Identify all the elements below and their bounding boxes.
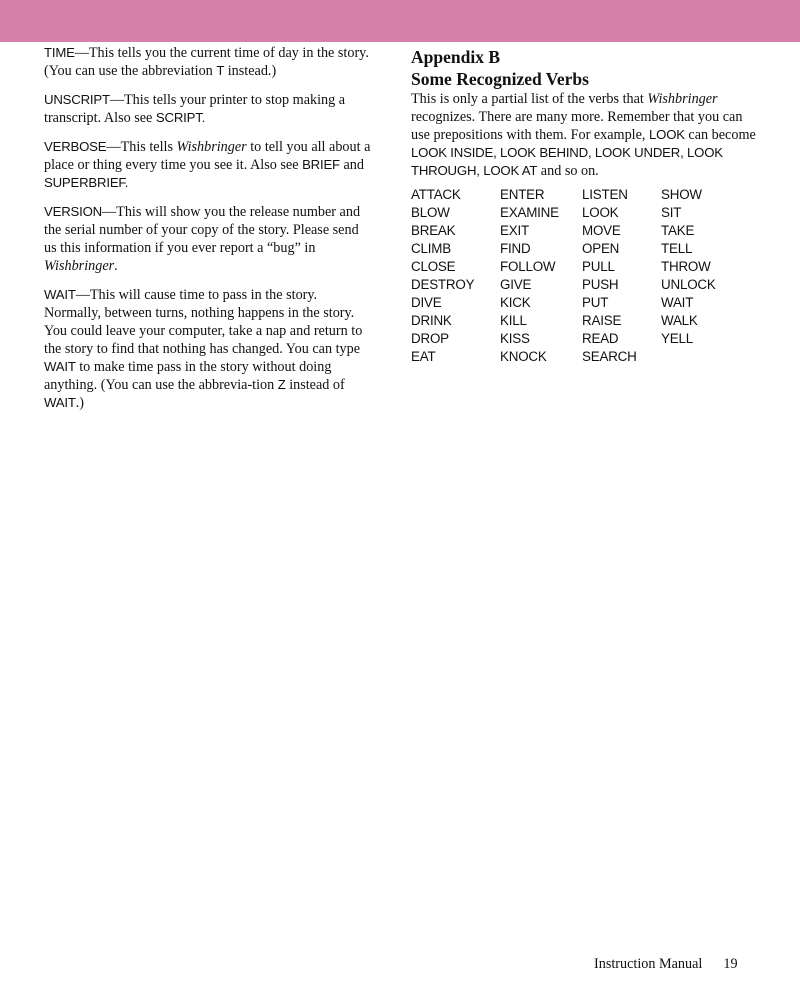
glossary-text: —This tells your printer to stop making a transcript. Also see <box>44 92 346 126</box>
verb-item: BLOW <box>411 205 450 220</box>
command-keyword: SUPERBRIEF. <box>44 175 129 190</box>
game-title-italic: Wishbringer <box>647 91 718 107</box>
glossary-entry-version <box>44 203 374 275</box>
appendix-intro <box>411 90 761 180</box>
verb-column <box>582 186 661 366</box>
verb-item: KNOCK <box>500 349 547 364</box>
verb-list <box>411 186 761 366</box>
glossary-text: and <box>339 157 364 173</box>
verb-item: WALK <box>661 313 698 328</box>
glossary-text: instead.) <box>224 63 277 79</box>
glossary-text: —This tells you the current time of day in the story. (You can use the abbreviation <box>44 45 369 79</box>
page-footer <box>594 955 738 973</box>
command-keyword: Z <box>277 377 286 392</box>
verb-item: READ <box>582 331 619 346</box>
verb-item: CLIMB <box>411 241 451 256</box>
command-keyword: LOOK <box>649 127 685 142</box>
verb-item: THROW <box>661 259 711 274</box>
verb-item: DROP <box>411 331 449 346</box>
verb-item: PUSH <box>582 277 619 292</box>
verb-item: KISS <box>500 331 530 346</box>
glossary-term: TIME <box>44 45 75 60</box>
header-band <box>0 0 800 42</box>
glossary-entry-unscript <box>44 91 374 127</box>
verb-item: ATTACK <box>411 187 461 202</box>
game-title-italic: Wishbringer <box>44 258 115 274</box>
verb-item: DESTROY <box>411 277 475 292</box>
glossary-text: to make time pass in the story without doing anything. (You can use the abbrevia-tion <box>44 359 332 393</box>
intro-text: can become <box>684 127 756 143</box>
verb-item: RAISE <box>582 313 622 328</box>
verb-item: LOOK <box>582 205 619 220</box>
command-keyword: SCRIPT. <box>155 110 206 125</box>
intro-text: and so on. <box>537 163 599 179</box>
verb-item: SHOW <box>661 187 702 202</box>
verb-item: TELL <box>661 241 693 256</box>
verb-item: DRINK <box>411 313 452 328</box>
appendix-b <box>411 46 761 366</box>
verb-item: EXIT <box>500 223 529 238</box>
glossary-text: —This will cause time to pass in the story. Normally, between turns, nothing happens in the story. You could leave your computer, take a nap and return to the story to find that nothing has changed. You can type <box>44 287 363 357</box>
glossary-text: instead of <box>285 377 345 393</box>
command-glossary <box>44 44 374 423</box>
verb-item: KILL <box>500 313 527 328</box>
verb-item: BREAK <box>411 223 456 238</box>
verb-item: YELL <box>661 331 693 346</box>
appendix-subtitle: Some Recognized Verbs <box>411 69 589 89</box>
command-keyword: BRIEF <box>302 157 340 172</box>
glossary-entry-time <box>44 44 374 80</box>
verb-item: CLOSE <box>411 259 456 274</box>
command-keyword: T <box>216 63 225 78</box>
verb-item: SEARCH <box>582 349 637 364</box>
command-keyword: WAIT <box>44 395 76 410</box>
footer-label: Instruction Manual <box>594 956 703 972</box>
game-title-italic: Wishbringer <box>176 139 247 155</box>
verb-item: GIVE <box>500 277 532 292</box>
verb-item: WAIT <box>661 295 694 310</box>
verb-item: LISTEN <box>582 187 628 202</box>
command-keyword: LOOK INSIDE, LOOK BEHIND, LOOK UNDER, LOOK THROUGH, LOOK AT <box>411 145 723 178</box>
verb-item: OPEN <box>582 241 620 256</box>
glossary-entry-verbose <box>44 138 374 192</box>
glossary-term: VERBOSE <box>44 139 107 154</box>
verb-item: PUT <box>582 295 609 310</box>
verb-item: PULL <box>582 259 615 274</box>
glossary-term: WAIT <box>44 287 76 302</box>
glossary-text: .) <box>75 395 84 411</box>
glossary-term: UNSCRIPT <box>44 92 110 107</box>
glossary-text: to tell you all about a place or thing every time you see it. Also see <box>44 139 371 173</box>
intro-text: This is only a partial list of the verbs that <box>411 91 648 107</box>
verb-item: SIT <box>661 205 682 220</box>
verb-column <box>500 186 582 366</box>
intro-text: recognizes. There are many more. Remember that you can use prepositions with them. For example, <box>411 109 743 143</box>
page-number: 19 <box>723 956 738 972</box>
verb-item: EAT <box>411 349 436 364</box>
glossary-text: —This will show you the release number and the serial number of your copy of the story. Please send us this information if you ever report a “bug” in <box>44 204 361 256</box>
glossary-term: VERSION <box>44 204 102 219</box>
verb-item: FOLLOW <box>500 259 556 274</box>
command-keyword: WAIT <box>44 359 76 374</box>
verb-column <box>661 186 741 366</box>
glossary-entry-wait <box>44 286 374 412</box>
verb-item: EXAMINE <box>500 205 559 220</box>
verb-column <box>411 186 500 366</box>
glossary-text: . <box>114 258 118 274</box>
verb-item: MOVE <box>582 223 621 238</box>
verb-item: FIND <box>500 241 531 256</box>
appendix-title: Appendix B <box>411 47 500 67</box>
verb-item: ENTER <box>500 187 545 202</box>
verb-item: TAKE <box>661 223 695 238</box>
glossary-text: —This tells <box>106 139 177 155</box>
verb-item: UNLOCK <box>661 277 716 292</box>
verb-item: KICK <box>500 295 531 310</box>
verb-item: DIVE <box>411 295 442 310</box>
